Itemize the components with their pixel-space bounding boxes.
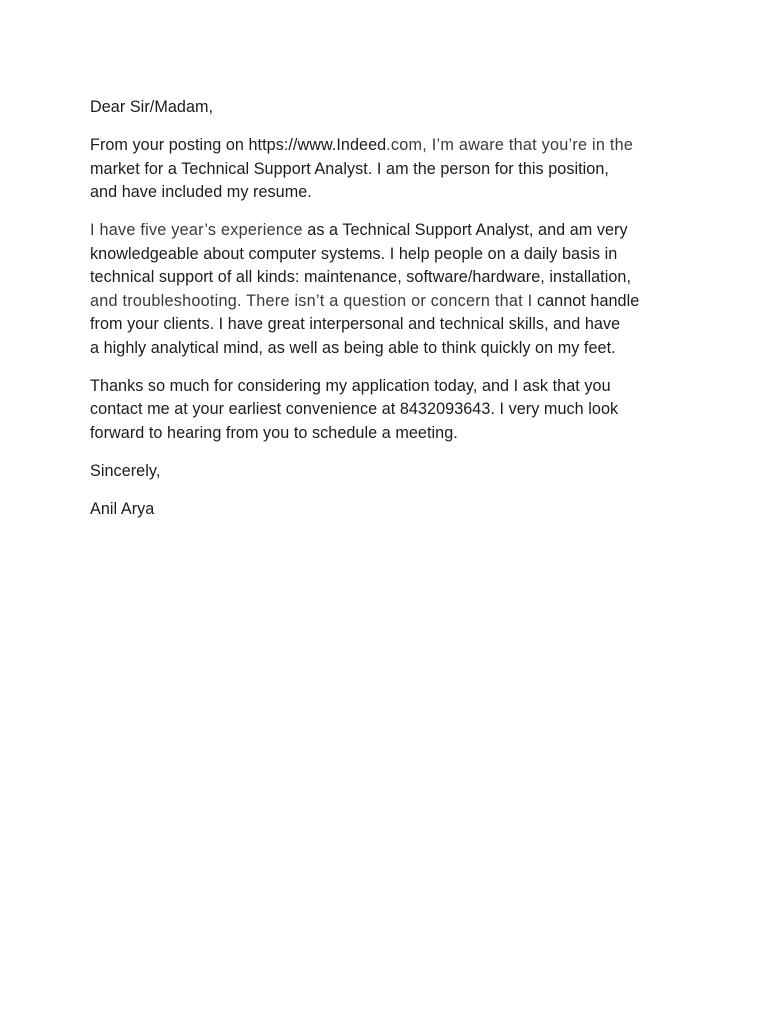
paragraph-line: Thanks so much for considering my application today, and I ask that you <box>90 376 611 395</box>
line-text-light: .com, I’m aware that you’re in the <box>386 136 634 154</box>
paragraph-line <box>90 290 690 314</box>
line-text: From your posting on https://www.Indeed <box>90 136 387 154</box>
paragraph-line: contact me at your earliest convenience at 8432093643. I very much look <box>90 400 619 418</box>
paragraph-line: technical support of all kinds: maintenance, software/hardware, installation, <box>90 268 632 286</box>
paragraph-experience <box>90 219 690 360</box>
line-text: as a Technical Support Analyst, and am very <box>302 221 628 239</box>
cover-letter <box>90 96 690 536</box>
closing <box>90 460 690 484</box>
paragraph-line: a highly analytical mind, as well as being able to think quickly on my feet. <box>90 338 616 357</box>
closing-text: Sincerely, <box>90 461 161 480</box>
paragraph-line <box>90 134 690 158</box>
paragraph-line: market for a Technical Support Analyst. I am the person for this position, <box>90 159 609 178</box>
signature <box>90 498 690 522</box>
paragraph-line: and have included my resume. <box>90 183 312 201</box>
paragraph-intro <box>90 134 690 205</box>
salutation <box>90 96 690 120</box>
salutation-text: Dear Sir/Madam, <box>90 98 214 116</box>
line-text: cannot handle <box>532 291 640 310</box>
signature-text: Anil Arya <box>90 499 155 518</box>
paragraph-line <box>90 219 690 243</box>
line-text-light: I have five year’s experience <box>90 221 303 239</box>
line-text-light: and troubleshooting. There isn’t a question or concern that I <box>90 291 533 310</box>
paragraph-line: knowledgeable about computer systems. I help people on a daily basis in <box>90 244 618 263</box>
paragraph-line: from your clients. I have great interpersonal and technical skills, and have <box>90 315 621 333</box>
paragraph-closing <box>90 375 690 446</box>
paragraph-line: forward to hearing from you to schedule a meeting. <box>90 423 458 442</box>
